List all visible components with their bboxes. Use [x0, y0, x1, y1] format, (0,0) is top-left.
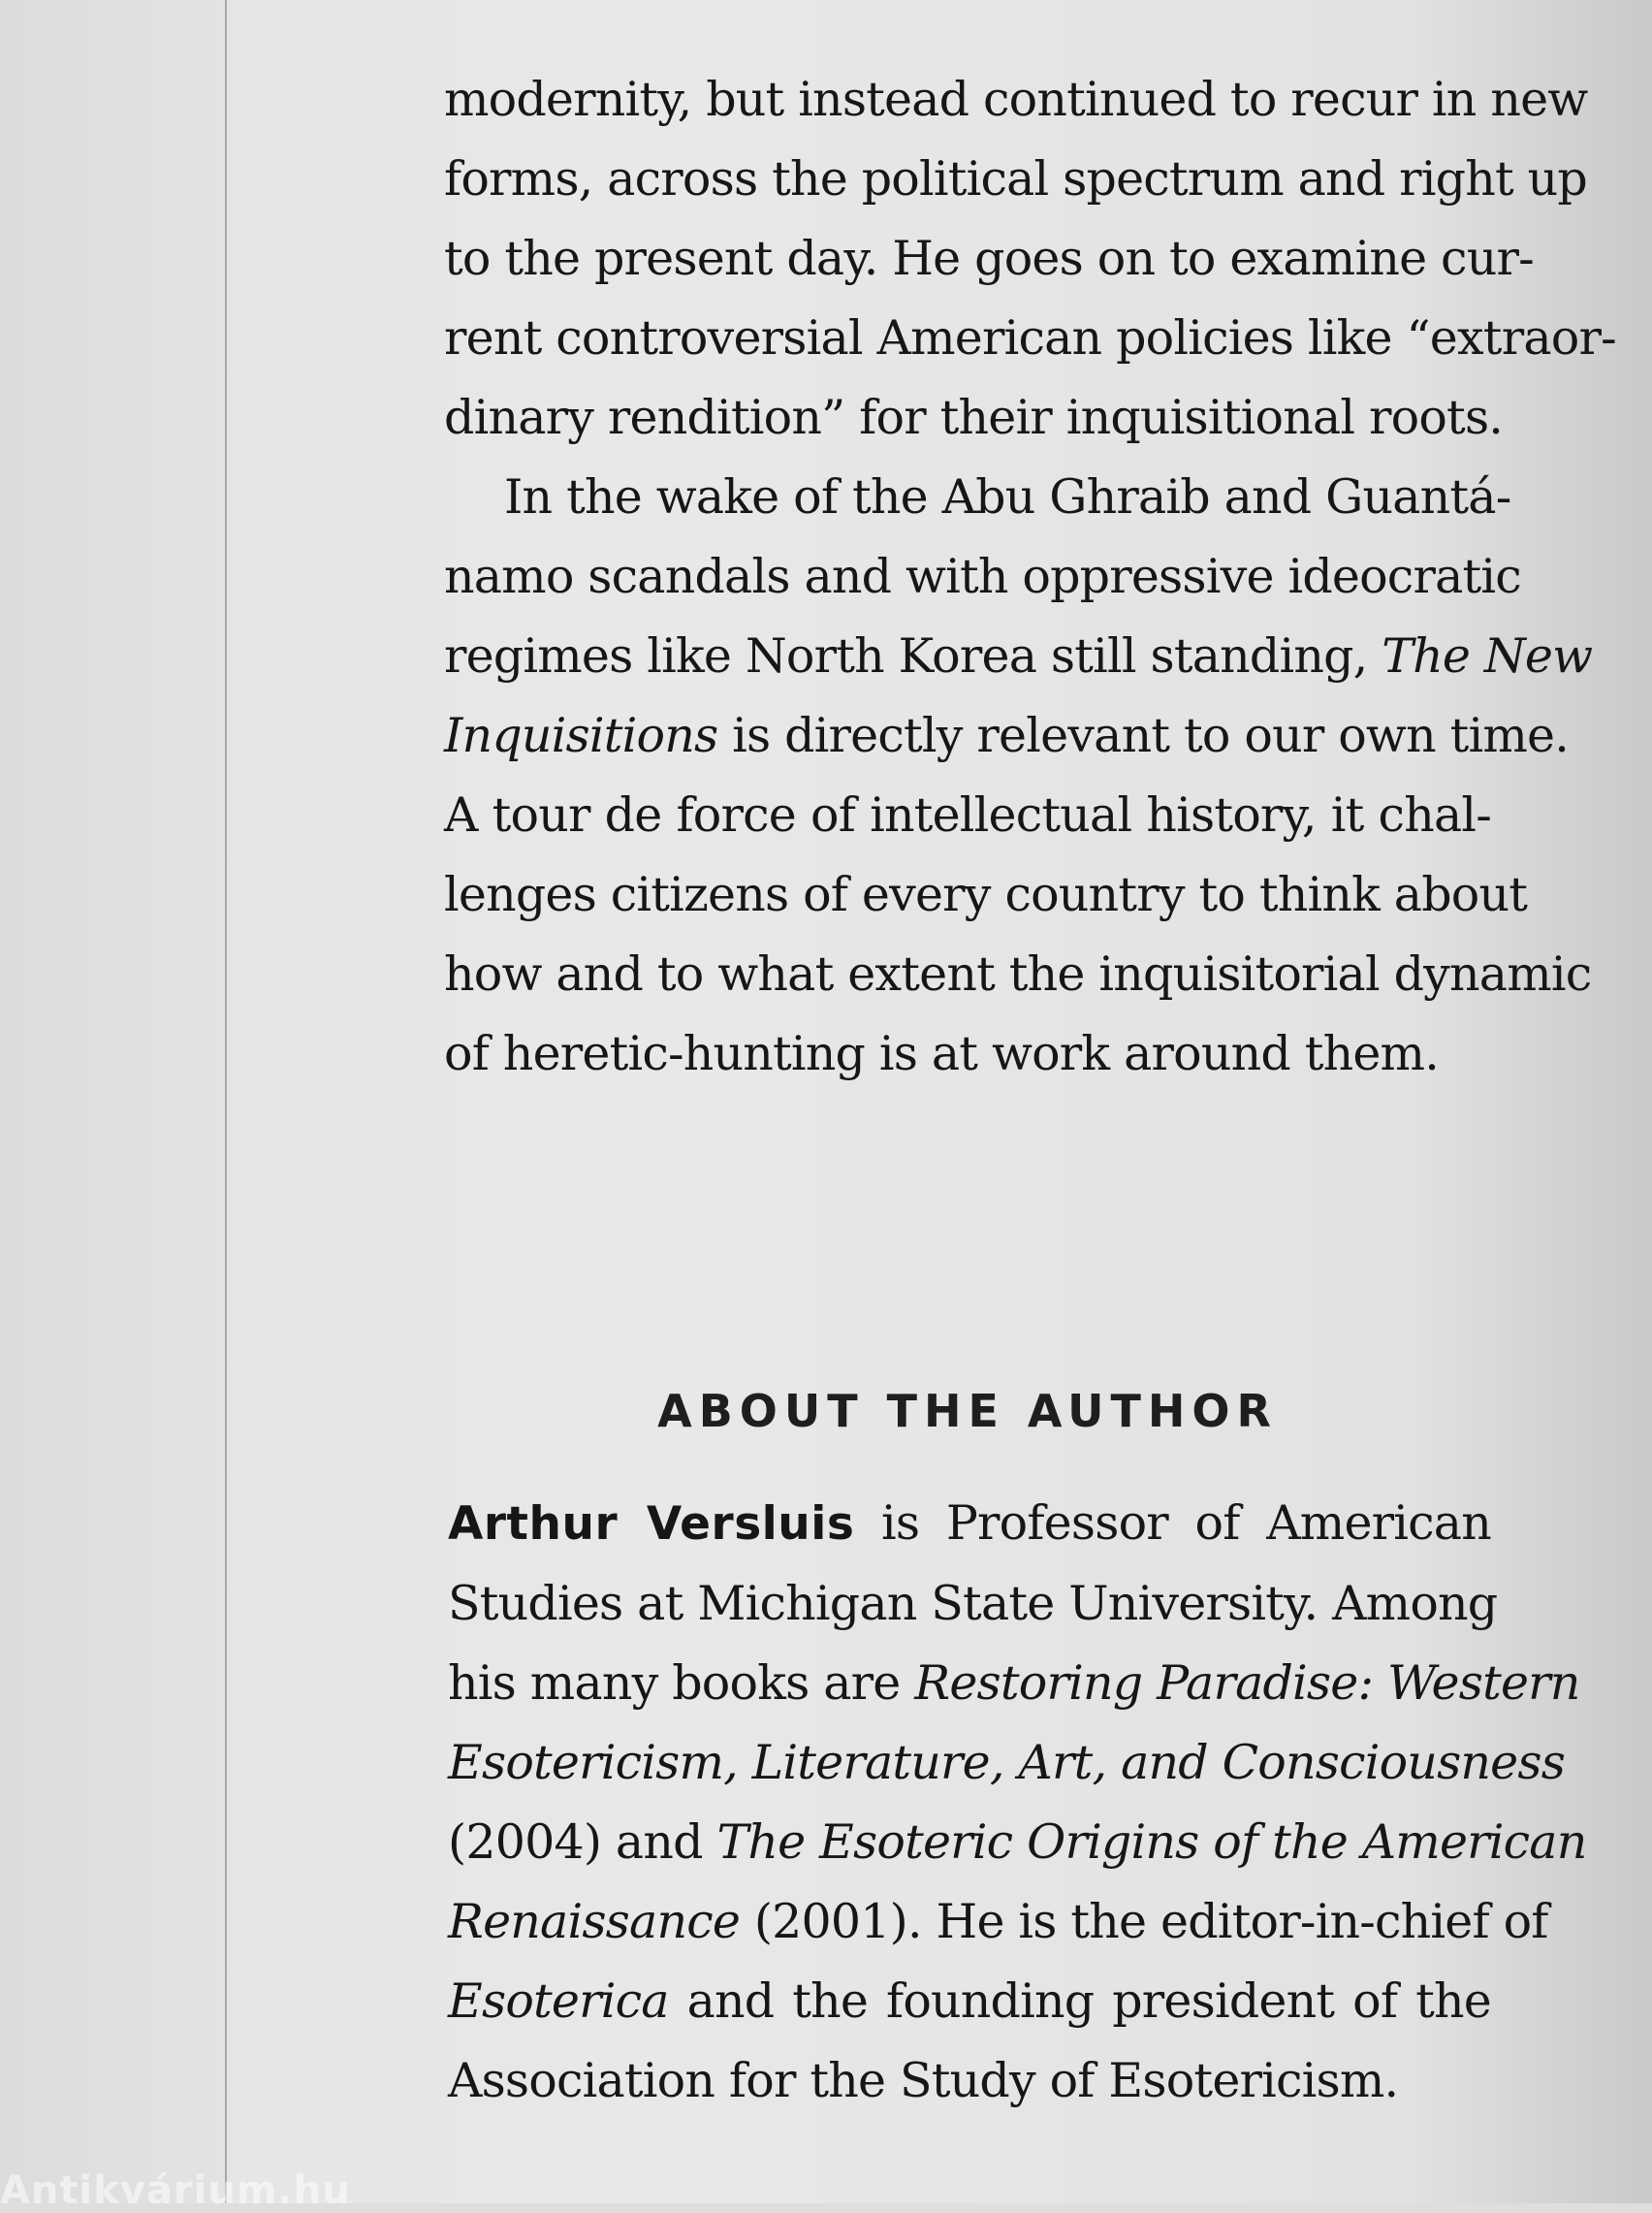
text-line: of heretic-hunting is at work around them. [444, 1026, 1439, 1081]
text-line: modernity, but instead continued to recur in new [444, 72, 1588, 127]
text-segment: and the founding president of the [668, 1973, 1491, 2029]
text-line: Association for the Study of Esotericism. [448, 2053, 1399, 2108]
description-column [444, 60, 1616, 1094]
text-line [448, 1723, 1566, 1803]
text-line: how and to what extent the inquisitorial dynamic [444, 946, 1592, 1002]
text-line: A tour de force of intellectual history, it chal- [444, 787, 1491, 843]
author-name: Arthur Versluis [448, 1497, 855, 1551]
text-line [448, 1882, 1548, 1962]
text-segment: his many books are [448, 1655, 915, 1711]
book-title-italic: Renaissance [448, 1894, 741, 1949]
text-line: lenges citizens of every country to think about [444, 867, 1528, 922]
flap-margin [0, 0, 225, 2203]
text-line: forms, across the political spectrum and right up [444, 151, 1587, 207]
text-segment: is directly relevant to our own time. [717, 708, 1570, 763]
text-segment: (2001). He is the editor-in-chief of [740, 1894, 1548, 1949]
text-line [444, 617, 1593, 696]
author-bio [448, 1484, 1587, 2121]
text-line [448, 1962, 1491, 2041]
text-line: namo scandals and with oppressive ideocratic [444, 549, 1521, 604]
description-paragraph-2 [444, 458, 1593, 1094]
text-segment: is Professor of American [854, 1495, 1491, 1551]
text-line: rent controversial American policies like “extraor- [444, 310, 1616, 366]
book-title-italic: The Esoteric Origins of the American [716, 1814, 1587, 1870]
text-segment: regimes like North Korea still standing, [444, 628, 1382, 684]
text-line [444, 696, 1570, 776]
text-line [448, 1803, 1587, 1882]
watermark: Antikvárium.hu [0, 2168, 351, 2213]
book-title-italic: Restoring Paradise: Western [914, 1655, 1580, 1711]
author-bio-paragraph [448, 1484, 1587, 2121]
book-title-italic: Esotericism, Literature, Art, and Consciousness [448, 1735, 1566, 1790]
text-line [448, 1644, 1580, 1723]
text-line: dinary rendition” for their inquisitional roots. [444, 390, 1504, 445]
fold-line [225, 0, 227, 2203]
text-line [448, 1484, 1491, 1564]
description-paragraph-1 [444, 60, 1616, 458]
journal-title-italic: Esoterica [448, 1973, 669, 2029]
text-line: to the present day. He goes on to examine cur- [444, 231, 1534, 286]
text-segment: (2004) and [448, 1814, 717, 1870]
text-line: In the wake of the Abu Ghraib and Guantá- [504, 469, 1511, 525]
book-title-italic: The New [1382, 628, 1593, 684]
book-title-italic: Inquisitions [444, 708, 718, 763]
about-author-heading: ABOUT THE AUTHOR [657, 1385, 1278, 1437]
text-line: Studies at Michigan State University. Among [448, 1576, 1498, 1631]
